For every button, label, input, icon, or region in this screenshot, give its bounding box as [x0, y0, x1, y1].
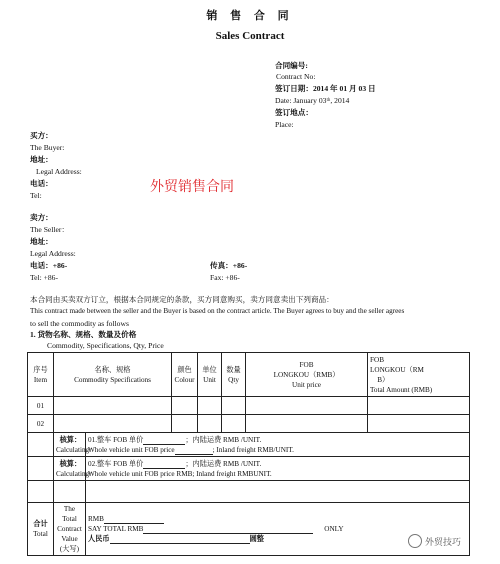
- calc-label: 核算： Calculating:: [54, 433, 86, 457]
- calc-text-2: 02.整车 FOB 单价 ；内陆运费 RMB /UNIT. Whole vehicle unit FOB price RMB; Inland freight RMBUNIT.: [86, 457, 470, 481]
- seller-addr-en: Legal Address:: [30, 249, 76, 258]
- buyer-label-en: The Buyer:: [30, 143, 65, 152]
- title-cn: 销 售 合 同: [206, 10, 294, 22]
- row-number: 01: [28, 397, 54, 415]
- place-cn: 签订地点：: [275, 108, 313, 117]
- red-watermark-text: 外贸销售合同: [150, 179, 234, 195]
- calc-label: 核算： Calculating:: [54, 457, 86, 481]
- calc-text-1: 01.整车 FOB 单价 ；内陆运费 RMB /UNIT. Whole vehicle unit FOB price ; Inland freight RMB/UNIT.: [86, 433, 470, 457]
- row-number: 02: [28, 415, 54, 433]
- title-en: Sales Contract: [215, 30, 285, 42]
- buyer-tel-en: Tel:: [30, 191, 42, 200]
- seller-tel-cn: 电话：+86-: [30, 261, 68, 270]
- header-unit: 单位 Unit: [198, 353, 222, 397]
- header-commodity: 名称、规格 Commodity Specifications: [54, 353, 172, 397]
- calc-row-2: [28, 457, 470, 481]
- footer-watermark: 外贸技巧: [408, 534, 461, 548]
- seller-fax-cn: 传真：+86-: [210, 261, 248, 270]
- seller-label-en: The Seller：: [30, 225, 70, 234]
- total-value-text: RMB SAY TOTAL RMB ONLY 人民币 圆整: [86, 503, 470, 556]
- header-unit-price: FOB LONGKOU（RMB） Unit price: [246, 353, 368, 397]
- header-total-amount: FOB LONGKOU（RM B） Total Amount (RMB): [368, 353, 470, 397]
- header-colour: 颜色 Colour: [172, 353, 198, 397]
- table-header-row: [28, 353, 470, 397]
- total-label: 合计 Total: [28, 503, 54, 556]
- table-row: [28, 415, 470, 433]
- header-qty: 数量 Qty: [222, 353, 246, 397]
- intro-en-line2: to sell the commodity as follows: [30, 319, 129, 328]
- seller-fax-en: Fax: +86-: [210, 273, 240, 282]
- wechat-logo-icon: [408, 534, 422, 548]
- commodity-table: [27, 352, 470, 556]
- section1-cn: 1. 货物名称、规格、数量及价格: [30, 330, 137, 339]
- contract-no-cn: 合同编号:: [275, 61, 308, 70]
- seller-addr-cn: 地址：: [30, 237, 53, 246]
- table-row: [28, 397, 470, 415]
- seller-tel-en: Tel: +86-: [30, 273, 59, 282]
- header-item: 序号 Item: [28, 353, 54, 397]
- buyer-label-cn: 买方：: [30, 131, 53, 140]
- blank-row: [28, 481, 470, 503]
- total-row: [28, 503, 470, 556]
- buyer-addr-cn: 地址：: [30, 155, 53, 164]
- contract-no-en: Contract No:: [276, 72, 316, 81]
- date-en: Date: January 03ᵗʰ, 2014: [275, 96, 350, 105]
- total-contract-value-label: The Total Contract Value (大写): [54, 503, 86, 556]
- seller-label-cn: 卖方：: [30, 213, 53, 222]
- place-en: Place:: [275, 120, 294, 129]
- buyer-tel-cn: 电话：: [30, 179, 53, 188]
- intro-en-line1: This contract made between the seller and the Buyer is based on the contract article. The Buyer agrees to buy and the seller agrees: [30, 307, 405, 315]
- section1-en: Commodity, Specifications, Qty, Price: [47, 341, 164, 350]
- calc-row-1: [28, 433, 470, 457]
- intro-cn: 本合同由买卖双方订立，根据本合同规定的条款，买方同意购买，卖方同意卖出下列商品：: [30, 295, 334, 304]
- buyer-addr-en: Legal Address:: [36, 167, 82, 176]
- date-cn: 签订日期：2014 年 01 月 03 日: [275, 84, 376, 93]
